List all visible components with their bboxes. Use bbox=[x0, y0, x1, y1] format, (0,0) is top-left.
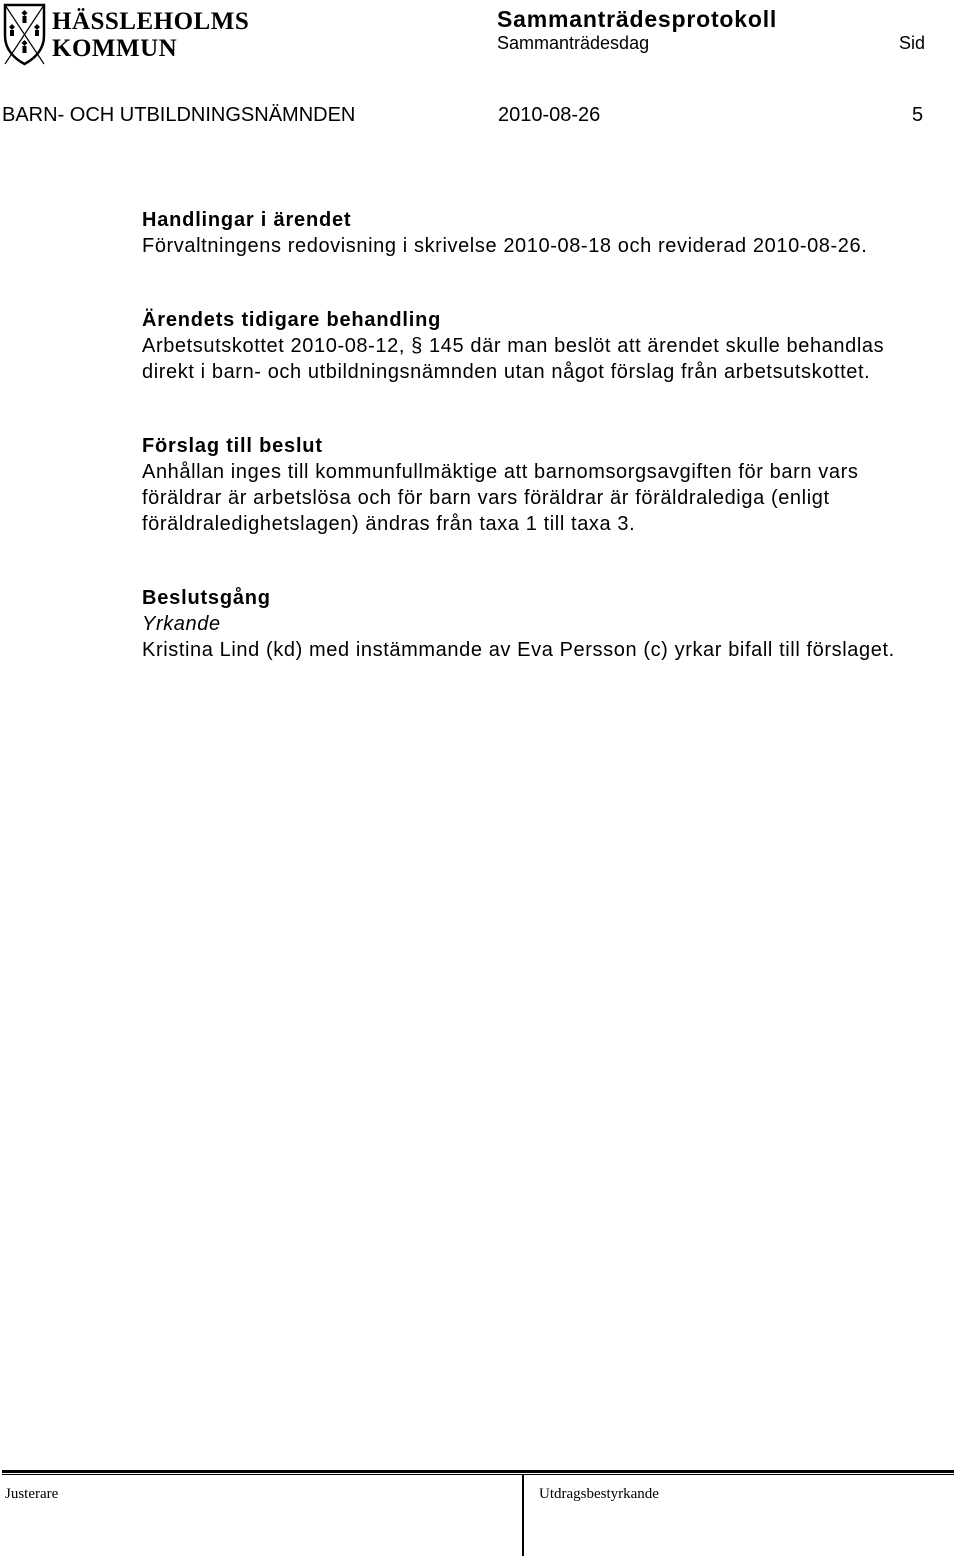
section-text: Arbetsutskottet 2010-08-12, § 145 där man beslöt att ärendet skulle behandlas direkt i barn- och utbildningsnämnden utan något förslag från arbetsutskottet. bbox=[142, 335, 885, 383]
footer-rule-thin bbox=[2, 1474, 954, 1475]
organization-name-line2: KOMMUN bbox=[52, 35, 178, 62]
meeting-date: 2010-08-26 bbox=[498, 104, 601, 126]
section-subheading: Yrkande bbox=[142, 613, 221, 635]
organization-name-line1: HÄSSLEHOLMS bbox=[52, 8, 250, 35]
footer-rule bbox=[2, 1470, 954, 1473]
coat-of-arms-icon bbox=[2, 2, 47, 66]
section-heading: Handlingar i ärendet bbox=[142, 209, 352, 231]
section-text: Anhållan inges till kommunfullmäktige att barnomsorgsavgiften för barn vars föräldrar är arbetslösa och för barn vars föräldrar är föräldralediga (enligt föräldraledighetslagen) ändras från taxa 1 till taxa 3. bbox=[142, 461, 859, 535]
proposal-section bbox=[142, 433, 922, 537]
section-heading: Beslutsgång bbox=[142, 587, 271, 609]
documents-section bbox=[142, 207, 922, 259]
page-label: Sid bbox=[899, 33, 926, 53]
protocol-body bbox=[142, 207, 922, 711]
board-name: BARN- OCH UTBILDNINGSNÄMNDEN bbox=[2, 104, 356, 126]
adjuster-signature-field: Justerare bbox=[5, 1486, 59, 1502]
extract-certification-field: Utdragsbestyrkande bbox=[539, 1486, 659, 1502]
section-heading: Ärendets tidigare behandling bbox=[142, 309, 442, 331]
decision-process-section bbox=[142, 585, 922, 663]
section-text: Kristina Lind (kd) med instämmande av Eva Persson (c) yrkar bifall till förslaget. bbox=[142, 639, 895, 661]
section-text: Förvaltningens redovisning i skrivelse 2010-08-18 och reviderad 2010-08-26. bbox=[142, 235, 868, 257]
document-title: Sammanträdesprotokoll bbox=[497, 6, 778, 32]
section-heading: Förslag till beslut bbox=[142, 435, 323, 457]
previous-handling-section bbox=[142, 307, 922, 385]
organization-name bbox=[52, 8, 249, 62]
meeting-day-label: Sammanträdesdag bbox=[497, 33, 650, 53]
footer-divider bbox=[522, 1474, 524, 1556]
page-number: 5 bbox=[912, 104, 924, 126]
